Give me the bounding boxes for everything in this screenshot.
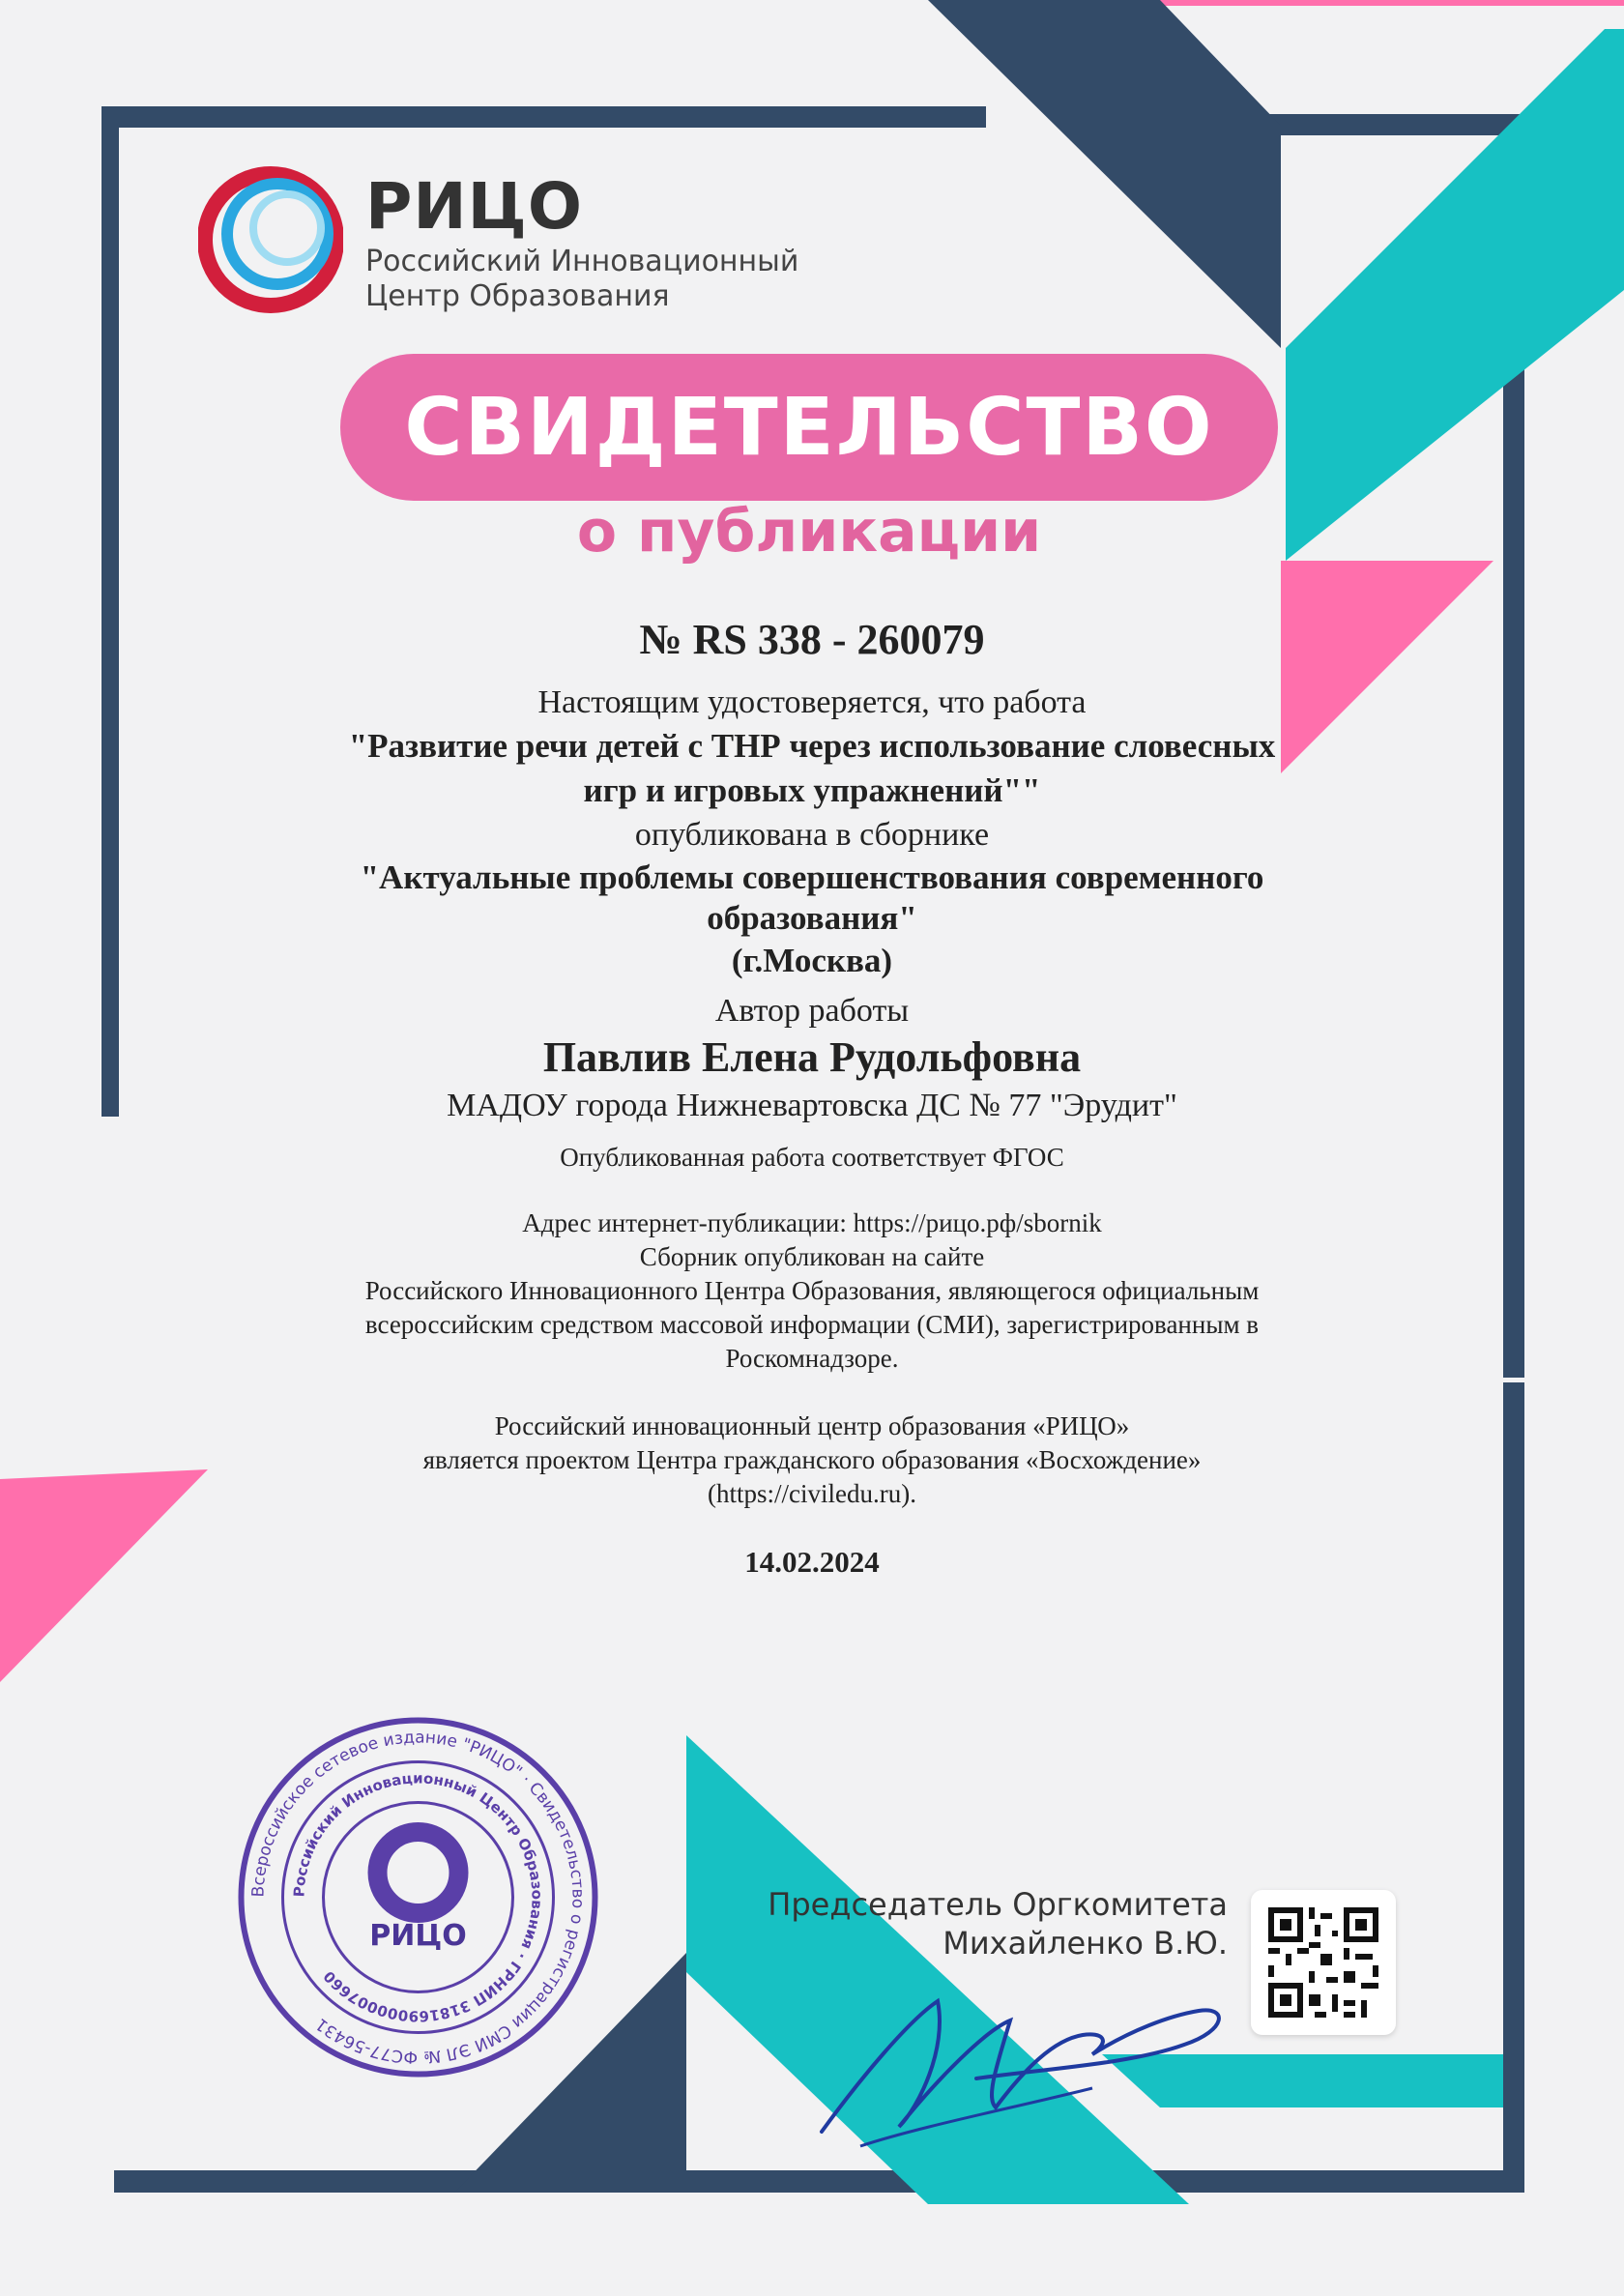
seal-outer-text: Всероссийское сетевое издание "РИЦО" · Свидетельство о регистрации СМИ ЭЛ № ФС77-56431 [248, 1728, 588, 2067]
brand-name: РИЦО [365, 169, 583, 244]
certificate-title: СВИДЕТЕЛЬСТВО [404, 381, 1214, 474]
collection-line1: "Актуальные проблемы совершенствования современного [360, 858, 1264, 896]
qr-code-icon [1251, 1890, 1396, 2035]
site-line2: Российского Инновационного Центра Образования, являющегося официальным [364, 1276, 1260, 1305]
site-line3: всероссийским средством массовой информации (СМИ), зарегистрированным в [364, 1310, 1260, 1339]
pink-triangle-left [0, 1469, 208, 1682]
work-title-line1: "Развитие речи детей с ТНР через использование словесных [348, 727, 1276, 765]
work-title-line2: игр и игровых упражнений"" [583, 771, 1041, 809]
rico-logo-icon [198, 164, 343, 314]
author-name: Павлив Елена Рудольфовна [542, 1033, 1082, 1081]
certificate-subtitle: о публикации [576, 498, 1042, 566]
frame-right-bottom [1503, 1382, 1524, 2190]
frame-bottom [114, 2170, 1524, 2193]
brand-subtitle [365, 245, 798, 314]
svg-text:Российский Инновационный Центр [290, 1769, 545, 2024]
project-line3: (https://civiledu.ru). [708, 1479, 916, 1508]
navy-diagonal [928, 0, 1281, 348]
issue-date: 14.02.2024 [744, 1545, 880, 1579]
city: (г.Москва) [731, 942, 893, 979]
project-line1: Российский инновационный центр образования «РИЦО» [494, 1411, 1130, 1440]
project-line2: является проектом Центра гражданского образования «Восхождение» [422, 1445, 1202, 1474]
address-line: Адрес интернет-публикации: https://рицо.рф/sbornik [522, 1208, 1102, 1237]
frame-top [102, 106, 986, 128]
signatory-name: Михайленко В.Ю. [942, 1925, 1228, 1962]
project-info [242, 1410, 1382, 1511]
organization: МАДОУ города Нижневартовска ДС № 77 "Эрудит" [447, 1088, 1177, 1123]
qr-code [1251, 1890, 1396, 2035]
certificate-number: № RS 338 - 260079 [639, 616, 985, 663]
author-label: Автор работы [714, 993, 910, 1029]
published-in: опубликована в сборнике [634, 817, 990, 853]
seal-inner-text: Российский Инновационный Центр Образования · ГРНИП 318169000007660 [290, 1769, 546, 2025]
brand-subtitle-line1: Российский Инновационный [365, 245, 799, 278]
frame-left [102, 106, 119, 1117]
fgos-note: Опубликованная работа соответствует ФГОС [560, 1143, 1064, 1172]
seal-logo-text: РИЦО [369, 1919, 467, 1953]
publication-info [242, 1206, 1382, 1376]
site-line4: Роскомнадзоре. [725, 1344, 899, 1373]
signature-icon [802, 1962, 1237, 2156]
signatory [706, 1885, 1228, 1962]
site-line1: Сборник опубликован на сайте [639, 1242, 985, 1271]
certify-text: Настоящим удостоверяется, что работа [537, 684, 1087, 720]
teal-diagonal-top [1286, 29, 1624, 561]
seal-stamp [237, 1716, 599, 2078]
seal-ring-icon [378, 1832, 459, 1913]
certificate-title-banner [340, 354, 1278, 501]
signatory-title: Председатель Оргкомитета [768, 1886, 1228, 1923]
brand-subtitle-line2: Центр Образования [365, 279, 670, 313]
collection-line2: образования" [707, 899, 917, 937]
